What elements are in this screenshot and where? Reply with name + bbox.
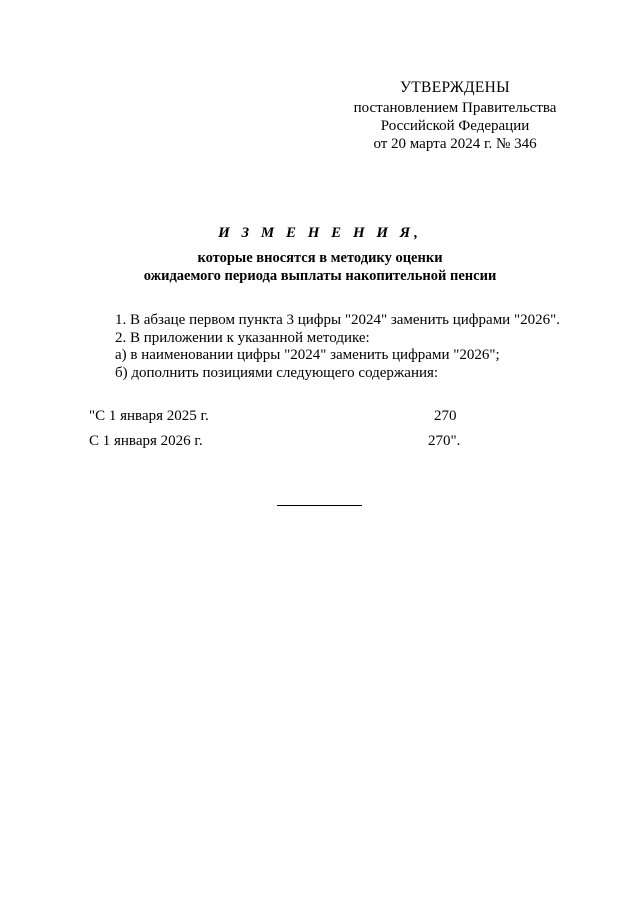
- position-row-2026: [89, 433, 489, 451]
- document-heading: И З М Е Н Е Н И Я,: [218, 225, 422, 241]
- subheading-line-1: которые вносятся в методику оценки: [197, 250, 443, 266]
- document-end-rule: [277, 505, 362, 506]
- position-label-2025: "С 1 января 2025 г.: [89, 408, 209, 424]
- amendment-item-2: 2. В приложении к указанной методике:: [115, 329, 370, 346]
- amendment-item-2b: б) дополнить позициями следующего содержания:: [115, 364, 439, 381]
- amendment-items: [115, 312, 615, 382]
- approval-line-decree: постановлением Правительства: [353, 100, 557, 116]
- position-label-2026: С 1 января 2026 г.: [89, 433, 203, 449]
- approval-title: УТВЕРЖДЕНЫ: [400, 79, 510, 96]
- amendment-item-1: 1. В абзаце первом пункта 3 цифры "2024" заменить цифрами "2026".: [115, 312, 560, 328]
- position-value-2025: 270: [434, 408, 457, 424]
- document-subheading: [0, 249, 640, 285]
- approval-line-federation: Российской Федерации: [380, 118, 530, 134]
- amendment-item-2a: а) в наименовании цифры "2024" заменить цифрами "2026";: [115, 347, 500, 363]
- approval-block: [340, 79, 570, 153]
- position-row-2025: [89, 408, 489, 426]
- approval-line-date-number: от 20 марта 2024 г. № 346: [373, 136, 537, 152]
- position-value-2026: 270".: [428, 433, 461, 449]
- subheading-line-2: ожидаемого периода выплаты накопительной пенсии: [143, 268, 497, 284]
